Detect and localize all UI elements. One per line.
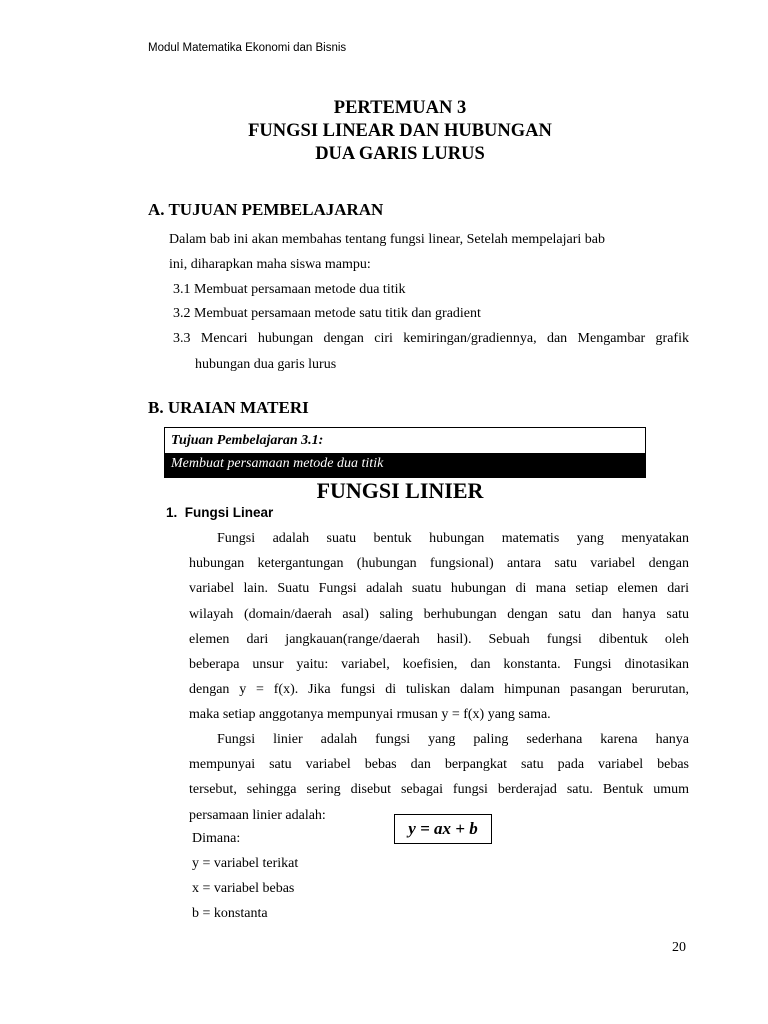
section-b-heading: B. URAIAN MATERI — [148, 398, 309, 417]
tujuan-label: Tujuan Pembelajaran 3.1: — [165, 428, 645, 453]
para2-line: Fungsi linier adalah fungsi yang paling sederhana karena hanya — [217, 732, 689, 747]
chapter-title: FUNGSI LINIER — [316, 478, 484, 503]
subsection-heading: 1. Fungsi Linear — [166, 505, 274, 520]
formula-box: y = ax + b — [394, 814, 492, 844]
para2-line: mempunyai satu variabel bebas dan berpangkat satu pada variabel bebas — [189, 757, 689, 773]
definition-b: b = konstanta — [192, 906, 268, 921]
definition-y: y = variabel terikat — [192, 856, 299, 871]
para1-line: hubungan ketergantungan (hubungan fungsional) antara satu variabel dengan — [189, 556, 689, 572]
paragraph-2 — [189, 727, 689, 828]
objective-item-1: 3.1 Membuat persamaan metode dua titik — [173, 282, 406, 297]
paragraph-1 — [189, 526, 689, 728]
intro-line-1: Dalam bab ini akan membahas tentang fungsi linear, Setelah mempelajari bab — [169, 232, 606, 247]
title-line-3: DUA GARIS LURUS — [315, 144, 485, 164]
objective-item-2: 3.2 Membuat persamaan metode satu titik dan gradient — [173, 306, 481, 321]
para1-line: dengan y = f(x). Jika fungsi di tuliskan dalam himpunan pasangan berurutan, — [189, 682, 689, 698]
para1-line: Fungsi adalah suatu bentuk hubungan matematis yang menyatakan — [217, 531, 689, 546]
dimana-label: Dimana: — [192, 831, 241, 846]
para2-line: persamaan linier adalah: — [189, 807, 326, 823]
para1-line: maka setiap anggotanya mempunyai rmusan y = f(x) yang sama. — [189, 707, 551, 723]
tujuan-box — [164, 427, 646, 478]
definition-x: x = variabel bebas — [192, 881, 295, 896]
intro-line-2: ini, diharapkan maha siswa mampu: — [169, 257, 371, 272]
running-header: Modul Matematika Ekonomi dan Bisnis — [148, 42, 347, 54]
para2-line: tersebut, sehingga sering disebut sebagai fungsi berderajad satu. Bentuk umum — [189, 782, 689, 798]
para1-line: wilayah (domain/daerah asal) saling berhubungan dengan satu dan hanya satu — [189, 606, 689, 622]
title-line-2: FUNGSI LINEAR DAN HUBUNGAN — [248, 121, 552, 141]
objective-item-3: 3.3 Mencari hubungan dengan ciri kemiringan/gradiennya, dan Mengambar grafik — [173, 331, 689, 346]
objective-item-3-cont: hubungan dua garis lurus — [195, 357, 337, 372]
para1-line: beberapa unsur yaitu: variabel, koefisien, dan konstanta. Fungsi dinotasikan — [189, 656, 689, 672]
title-line-1: PERTEMUAN 3 — [333, 98, 467, 118]
tujuan-text: Membuat persamaan metode dua titik — [165, 453, 645, 478]
para1-line: elemen dari jangkauan(range/daerah hasil). Sebuah fungsi dibentuk oleh — [189, 631, 689, 647]
section-a-heading: A. TUJUAN PEMBELAJARAN — [148, 200, 384, 219]
page-number: 20 — [672, 940, 686, 955]
para1-line: variabel lain. Suatu Fungsi adalah suatu hubungan di mana setiap elemen dari — [189, 581, 689, 597]
